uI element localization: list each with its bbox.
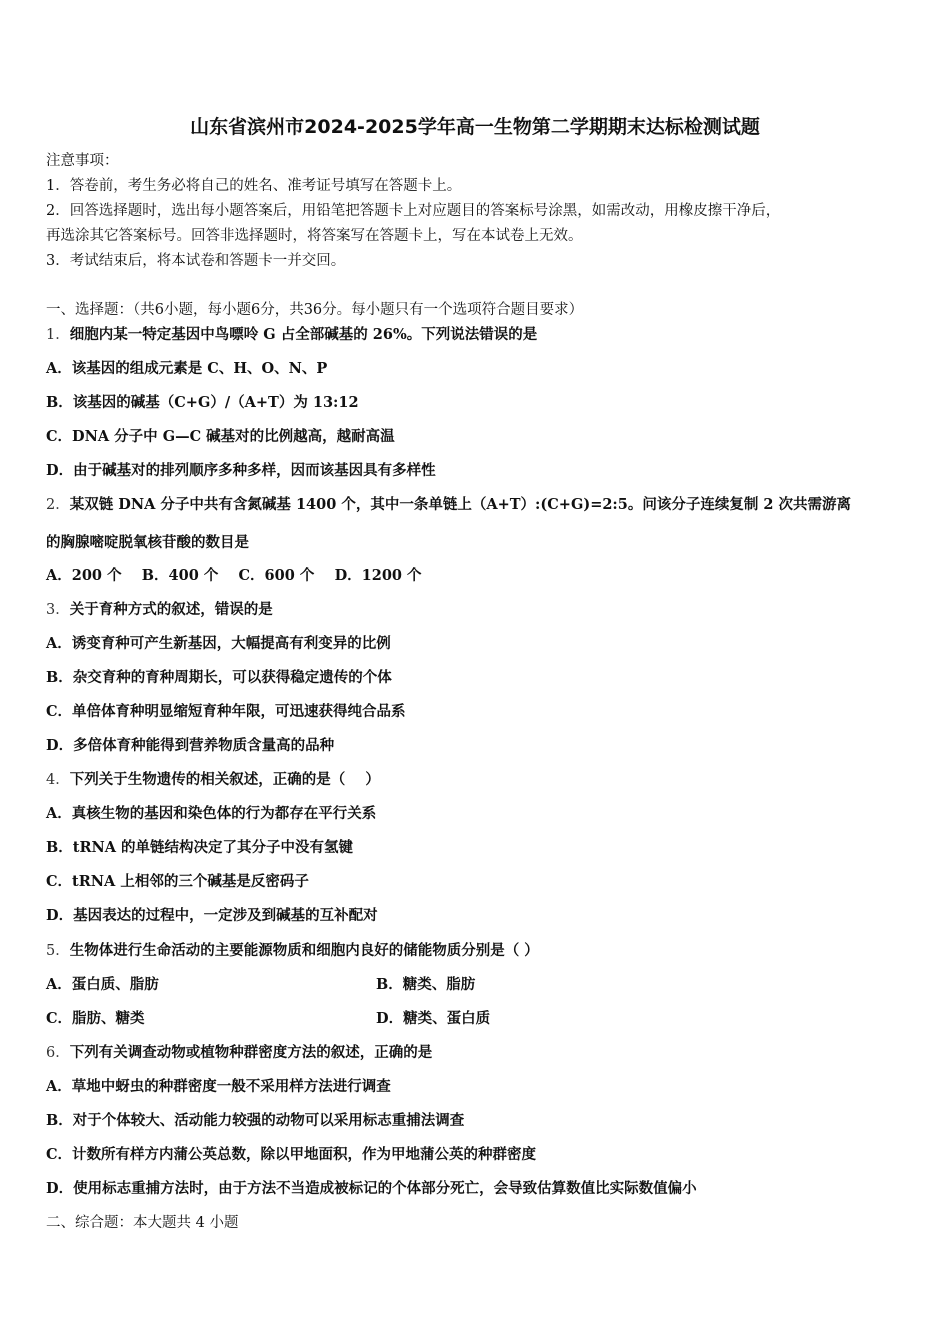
question-number: 4． xyxy=(46,772,70,788)
question-5 xyxy=(46,941,539,961)
q6-option-a: A．草地中蚜虫的种群密度一般不采用样方法进行调查 xyxy=(46,1078,391,1095)
notice-item-1: 1．答卷前，考生务必将自己的姓名、准考证号填写在答题卡上。 xyxy=(46,178,462,194)
question-6 xyxy=(46,1043,432,1063)
q4-option-b: B．tRNA 的单链结构决定了其分子中没有氢键 xyxy=(46,839,354,856)
q5-option-c: C．脂肪、糖类 xyxy=(46,1010,145,1027)
question-number: 3． xyxy=(46,602,70,618)
question-text: 下列关于生物遗传的相关叙述，正确的是（ ） xyxy=(69,771,380,788)
question-2 xyxy=(46,495,851,515)
q1-option-a: A．该基因的组成元素是 C、H、O、N、P xyxy=(46,360,328,377)
question-text: 细胞内某一特定基因中鸟嘌呤 G 占全部碱基的 26%。下列说法错误的是 xyxy=(69,326,538,343)
notice-item-2: 2．回答选择题时，选出每小题答案后，用铅笔把答题卡上对应题目的答案标号涂黑，如需改动，用橡皮擦干净后， xyxy=(46,203,781,219)
q4-option-c: C．tRNA 上相邻的三个碱基是反密码子 xyxy=(46,873,309,890)
q1-option-b: B．该基因的碱基（C+G）/（A+T）为 13:12 xyxy=(46,394,359,411)
question-text: 某双链 DNA 分子中共有含氮碱基 1400 个，其中一条单链上（A+T）:(C+G)=2:5。问该分子连续复制 2 次共需游离 xyxy=(69,496,852,513)
question-number: 2． xyxy=(46,497,70,513)
q6-option-c: C．计数所有样方内蒲公英总数，除以甲地面积，作为甲地蒲公英的种群密度 xyxy=(46,1146,537,1163)
q6-option-b: B．对于个体较大、活动能力较强的动物可以采用标志重捕法调查 xyxy=(46,1112,465,1129)
question-text: 关于育种方式的叙述，错误的是 xyxy=(69,601,273,618)
q5-option-a: A．蛋白质、脂肪 xyxy=(46,976,159,993)
q4-option-a: A．真核生物的基因和染色体的行为都存在平行关系 xyxy=(46,805,377,822)
notice-item-2-cont: 再选涂其它答案标号。回答非选择题时，将答案写在答题卡上，写在本试卷上无效。 xyxy=(46,228,583,244)
page-title: 山东省滨州市2024-2025学年高一生物第二学期期末达标检测试题 xyxy=(190,116,760,138)
q2-options: A．200 个 B．400 个 C．600 个 D．1200 个 xyxy=(46,567,422,584)
question-4 xyxy=(46,770,380,790)
question-1 xyxy=(46,325,537,345)
question-text: 生物体进行生命活动的主要能源物质和细胞内良好的储能物质分别是（ ） xyxy=(69,942,539,959)
question-number: 5． xyxy=(46,943,70,959)
section-heading-choice: 一、选择题：（共6小题，每小题6分，共36分。每小题只有一个选项符合题目要求） xyxy=(46,302,584,318)
notice-item-3: 3．考试结束后，将本试卷和答题卡一并交回。 xyxy=(46,253,346,269)
q3-option-b: B．杂交育种的育种周期长，可以获得稳定遗传的个体 xyxy=(46,669,392,686)
question-3 xyxy=(46,600,273,620)
q3-option-a: A．诱变育种可产生新基因，大幅提高有利变异的比例 xyxy=(46,635,391,652)
q4-option-d: D．基因表达的过程中，一定涉及到碱基的互补配对 xyxy=(46,907,378,924)
q5-option-d: D．糖类、蛋白质 xyxy=(376,1010,491,1027)
notice-heading: 注意事项： xyxy=(46,153,119,169)
question-2-cont: 的胸腺嘧啶脱氧核苷酸的数目是 xyxy=(46,534,249,551)
question-text: 下列有关调查动物或植物种群密度方法的叙述，正确的是 xyxy=(69,1044,433,1061)
question-number: 1． xyxy=(46,327,70,343)
q5-option-b: B．糖类、脂肪 xyxy=(376,976,476,993)
q1-option-c: C．DNA 分子中 G—C 碱基对的比例越高，越耐高温 xyxy=(46,428,395,445)
q3-option-d: D．多倍体育种能得到营养物质含量高的品种 xyxy=(46,737,335,754)
q1-option-d: D．由于碱基对的排列顺序多种多样，因而该基因具有多样性 xyxy=(46,462,436,479)
section-heading-comprehensive: 二、综合题：本大题共 4 小题 xyxy=(46,1215,239,1231)
q6-option-d: D．使用标志重捕方法时，由于方法不当造成被标记的个体部分死亡，会导致估算数值比实际数值偏小 xyxy=(46,1180,697,1197)
question-number: 6． xyxy=(46,1045,70,1061)
q3-option-c: C．单倍体育种明显缩短育种年限，可迅速获得纯合品系 xyxy=(46,703,406,720)
